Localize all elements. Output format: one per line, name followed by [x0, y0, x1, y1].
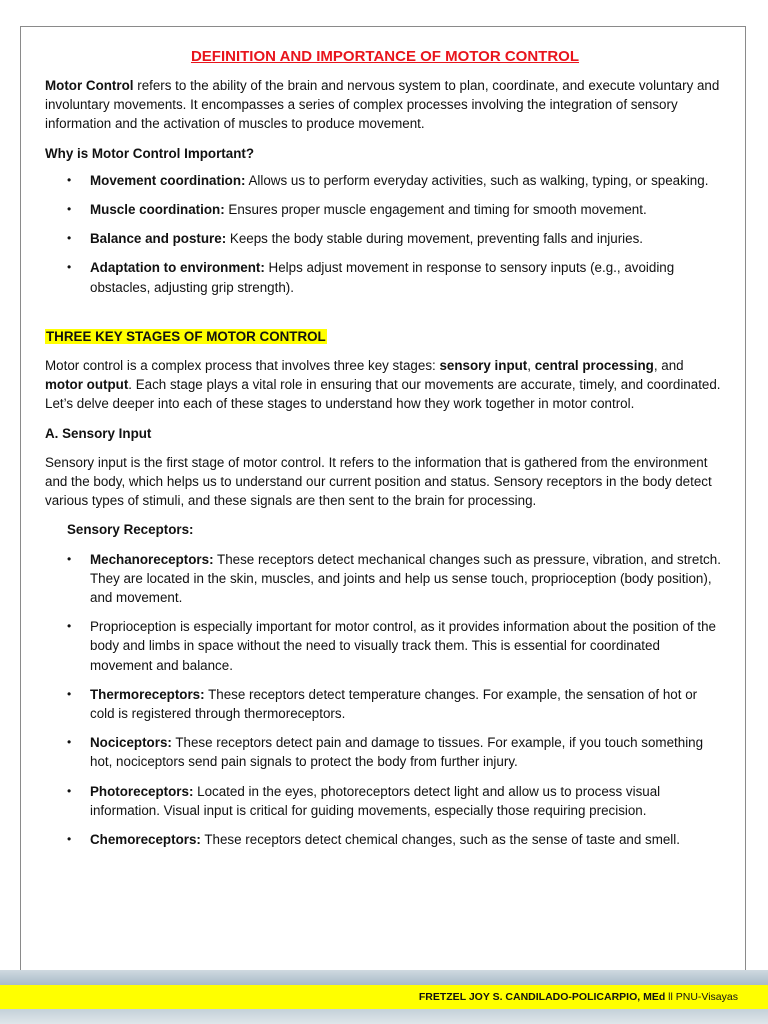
intro-paragraph	[45, 76, 725, 134]
bullet: •	[67, 832, 72, 847]
bullet: •	[67, 619, 72, 634]
list-item	[45, 782, 725, 820]
stages-text: Motor control is a complex process that involves three key stages:	[45, 358, 440, 374]
item-term: Muscle coordination:	[90, 202, 225, 218]
item-term: Balance and posture:	[90, 231, 227, 247]
list-item	[45, 830, 725, 849]
item-text: Keeps the body stable during movement, preventing falls and injuries.	[226, 231, 644, 247]
list-item	[45, 171, 725, 190]
item-term: Movement coordination:	[90, 172, 246, 188]
item-term: Mechanoreceptors:	[90, 551, 214, 567]
stages-heading: THREE KEY STAGES OF MOTOR CONTROL	[46, 328, 326, 344]
item-term: Nociceptors:	[90, 735, 172, 751]
footer-author: FRETZEL JOY S. CANDILADO-POLICARPIO, MEd	[418, 991, 666, 1003]
document-title: DEFINITION AND IMPORTANCE OF MOTOR CONTROL	[190, 48, 580, 65]
document-body	[45, 46, 725, 859]
bullet: •	[67, 231, 72, 246]
stage-motor-output: motor output	[45, 377, 129, 393]
item-text: These receptors detect mechanical changes such as pressure, vibration, and stretch. They are located in the skin, muscles, and joints and help us sense touch, proprioception (body position), and movement.	[90, 551, 721, 606]
item-text: These receptors detect temperature changes. For example, the sensation of hot or cold is registered through thermoreceptors.	[90, 686, 698, 722]
item-text: Allows us to perform everyday activities, such as walking, typing, or speaking.	[245, 172, 709, 188]
list-item	[45, 258, 725, 296]
stages-paragraph	[45, 356, 725, 414]
footer-institution: PNU-Visayas	[675, 991, 738, 1003]
item-term: Chemoreceptors:	[90, 832, 201, 848]
item-term: Thermoreceptors:	[90, 686, 205, 702]
footer-separator: ll	[665, 991, 676, 1003]
why-heading: Why is Motor Control Important?	[45, 145, 255, 161]
bullet: •	[67, 783, 72, 798]
bullet: •	[67, 551, 72, 566]
list-item	[45, 733, 725, 771]
bullet: •	[67, 260, 72, 275]
stages-text: ,	[527, 358, 535, 374]
stages-heading-wrap	[45, 327, 725, 346]
list-item	[45, 685, 725, 723]
list-item	[45, 617, 725, 675]
stages-text: , and	[653, 358, 684, 374]
why-list	[45, 171, 725, 297]
stages-text: . Each stage plays a vital role in ensuring that our movements are accurate, timely, and coordinated. Let’s delve deeper into each of these stages to understand how they work together in motor control.	[45, 377, 721, 412]
bullet: •	[67, 686, 72, 701]
item-term: Photoreceptors:	[90, 783, 194, 799]
receptors-list	[45, 550, 725, 850]
stage-sensory-input: sensory input	[439, 358, 528, 374]
intro-term: Motor Control	[45, 78, 134, 93]
bullet: •	[67, 202, 72, 217]
sensory-heading: A. Sensory Input	[45, 425, 152, 441]
bullet: •	[67, 735, 72, 750]
stage-central-processing: central processing	[534, 358, 654, 374]
list-item	[45, 550, 725, 608]
list-item	[45, 200, 725, 219]
item-text: These receptors detect pain and damage to tissues. For example, if you touch something hot, nociceptors send pain signals to protect the body from further injury.	[90, 735, 704, 770]
footer-credit	[419, 989, 738, 1005]
item-text: Proprioception is especially important for motor control, as it provides information about the position of the body and limbs in space without the need to visually track them. This is essential for coordinated movement and balance.	[90, 619, 716, 673]
item-text: These receptors detect chemical changes, such as the sense of taste and smell.	[200, 832, 680, 848]
list-item	[45, 229, 725, 248]
item-text: Helps adjust movement in response to sensory inputs (e.g., avoiding obstacles, adjusting grip strength).	[90, 260, 675, 295]
bullet: •	[67, 172, 72, 187]
item-term: Adaptation to environment:	[90, 260, 265, 276]
receptors-heading: Sensory Receptors:	[67, 522, 194, 538]
intro-text: refers to the ability of the brain and nervous system to plan, coordinate, and execute voluntary and involuntary movements. It encompasses a series of complex processes involving the integration of sensory information and the activation of muscles to produce movement.	[45, 78, 720, 132]
item-text: Located in the eyes, photoreceptors detect light and allow us to process visual information. Visual input is critical for guiding movements, especially those requiring precision.	[90, 783, 661, 818]
item-text: Ensures proper muscle engagement and timing for smooth movement.	[224, 202, 647, 218]
sensory-paragraph: Sensory input is the first stage of motor control. It refers to the information that is gathered from the environment and the body, which helps us to understand our current position and status. Sensory receptors in the body detect various types of stimuli, and these signals are then sent to the brain for processing.	[45, 454, 712, 509]
